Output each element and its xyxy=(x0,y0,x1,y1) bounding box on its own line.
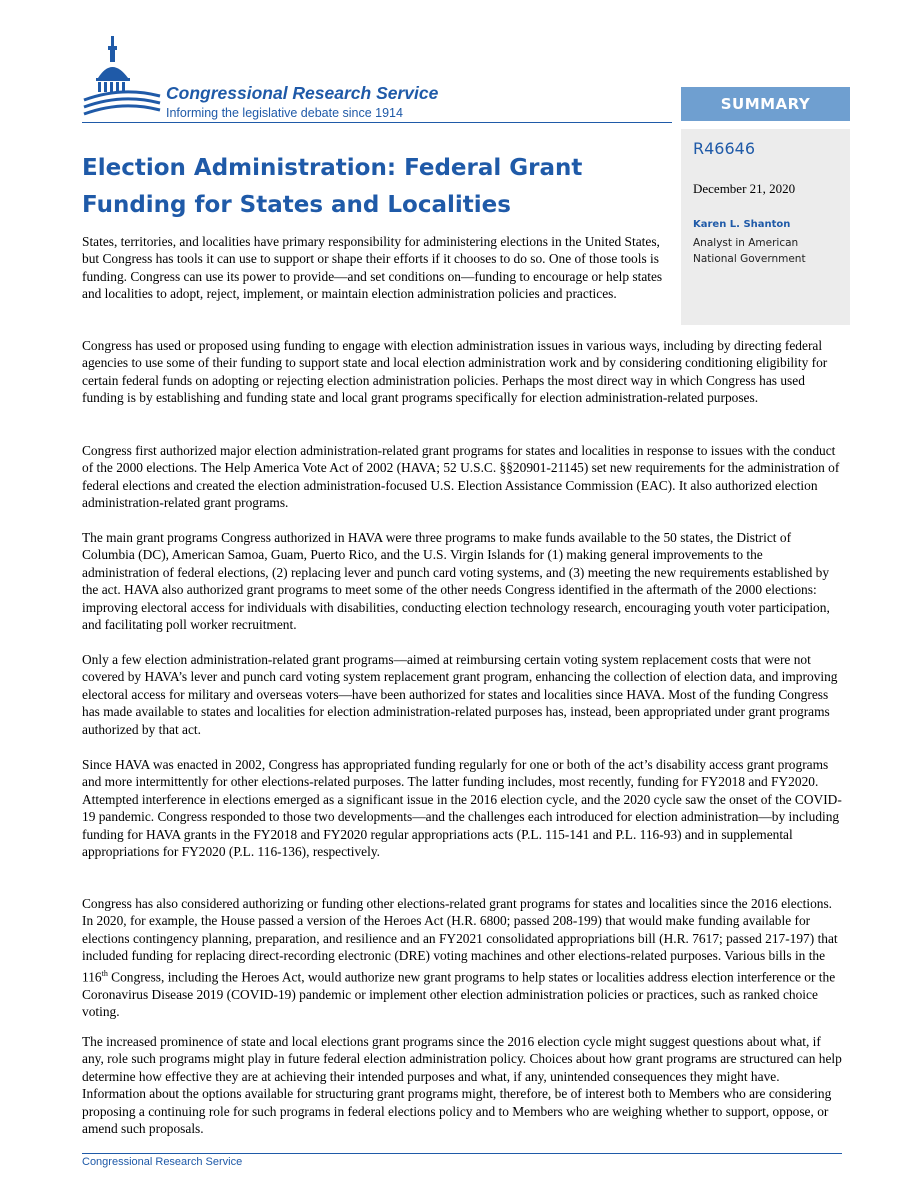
org-tagline: Informing the legislative debate since 1914 xyxy=(166,106,403,120)
org-name: Congressional Research Service xyxy=(166,83,439,103)
paragraph: Congress has used or proposed using funding to engage with election administration issues in various ways, including by directing federal agencies to use some of their funding to support state and local election administration work and by considering conditioning eligibility for certain federal funds on adopting or rejecting election administration policies. Perhaps the most direct way in which Congress has used funding is by establishing and funding state and local grant programs specifically for election administration-related purposes. xyxy=(82,338,828,406)
footer-divider xyxy=(82,1153,842,1154)
paragraph: Only a few election administration-related grant programs—aimed at reimbursing certain voting system replacement costs that were not covered by HAVA’s lever and punch card voting system replacement grant program, enhancing the collection of election data, and improving electoral access for military and overseas voters—have been authorized for states and localities since HAVA. Most of the funding Congress has made available to states and localities for election administration-related purposes has, instead, been appropriated under grant programs authorized by that act. xyxy=(82,652,838,737)
page-title: Election Administration: Federal Grant Funding for States and Localities xyxy=(82,155,583,218)
crs-logo xyxy=(82,34,672,126)
paragraph: Congress first authorized major election administration-related grant programs for states and localities in response to issues with the conduct of the 2000 elections. The Help America Vote Act of 2002 (HAVA; 52 U.S.C. §§20901-21145) set new requirements for the administration of federal elections and created the election administration-focused U.S. Election Assistance Commission (EAC). It also authorized election administration-related grant programs. xyxy=(82,443,840,511)
ordinal-suffix: th xyxy=(101,968,108,978)
paragraph xyxy=(82,895,842,1020)
paragraph-text: Congress, including the Heroes Act, would authorize new grant programs to help states or localities address election interference or the Coronavirus Disease 2019 (COVID-19) pandemic or implement other election administration policies or practices, such as ranked choice voting. xyxy=(82,969,836,1019)
header-divider xyxy=(82,122,672,123)
paragraph: The main grant programs Congress authorized in HAVA were three programs to make funds available to the 50 states, the District of Columbia (DC), American Samoa, Guam, Puerto Rico, and the U.S. Virgin Islands for (1) making general improvements to the administration of federal elections, (2) replacing lever and punch card voting systems, and (3) meeting the new requirements established by the act. HAVA also authorized grant programs to meet some of the other needs Congress identified in the aftermath of the 2000 elections: improving electoral access for individuals with disabilities, conducting election technology research, encouraging youth voter participation, and facilitating poll worker recruitment. xyxy=(82,530,830,633)
report-sidebar xyxy=(681,129,850,325)
footer-text: Congressional Research Service xyxy=(82,1156,243,1168)
paragraph: Since HAVA was enacted in 2002, Congress has appropriated funding regularly for one or both of the act’s disability access grant programs and more intermittently for other elections-related purposes. The latter funding includes, most recently, funding for FY2018 and FY2020. Attempted interference in elections emerged as a significant issue in the 2016 election cycle, and the 2020 cycle saw the onset of the COVID-19 pandemic. Congress responded to those two developments—and the challenges each introduced for election administration—by including funding for HAVA grants in the FY2018 and FY2020 regular appropriations acts (P.L. 115-141 and P.L. 116-93) and in supplemental appropriations for FY2020 (P.L. 116-136), respectively. xyxy=(82,757,842,860)
paragraph: The increased prominence of state and local elections grant programs since the 2016 election cycle might suggest questions about what, if any, role such programs might play in future federal election administration policy. Choices about how grant programs are structured can help determine how effective they are at achieving their intended purposes and what, if any, unintended consequences they might have. Information about the options available for structuring grant programs might, therefore, be of interest both to Members who are considering proposing a continuing role for such programs in federal elections policy and to Members who are weighing whether to support, oppose, or amend such proposals. xyxy=(82,1034,842,1137)
paragraph: States, territories, and localities have primary responsibility for administering elections in the United States, but Congress has tools it can use to support or shape their efforts if it chooses to do so. One of those tools is funding. Congress can use its power to provide—and set conditions on—funding to encourage or help states and localities to adopt, reject, implement, or maintain election administration policies and practices. xyxy=(82,234,663,302)
summary-label: SUMMARY xyxy=(681,87,850,121)
author-title: Analyst in American National Government xyxy=(693,237,806,265)
report-number: R46646 xyxy=(693,139,756,158)
capitol-dome-icon xyxy=(82,34,162,124)
report-date: December 21, 2020 xyxy=(693,181,796,196)
paragraph-text: Congress has also considered authorizing or funding other elections-related grant programs for states and localities since the 2016 elections. In 2020, for example, the House passed a version of the Heroes Act (H.R. 6800; passed 208-199) that would make funding available for elections contingency planning, preparation, and resilience and an FY2021 consolidated appropriations bill (H.R. 7617; passed 217-197) that included funding for replacing direct-recording electronic (DRE) voting machines and other elections-related purposes. Various bills in the 116 xyxy=(82,896,838,985)
author-name: Karen L. Shanton xyxy=(693,219,791,230)
